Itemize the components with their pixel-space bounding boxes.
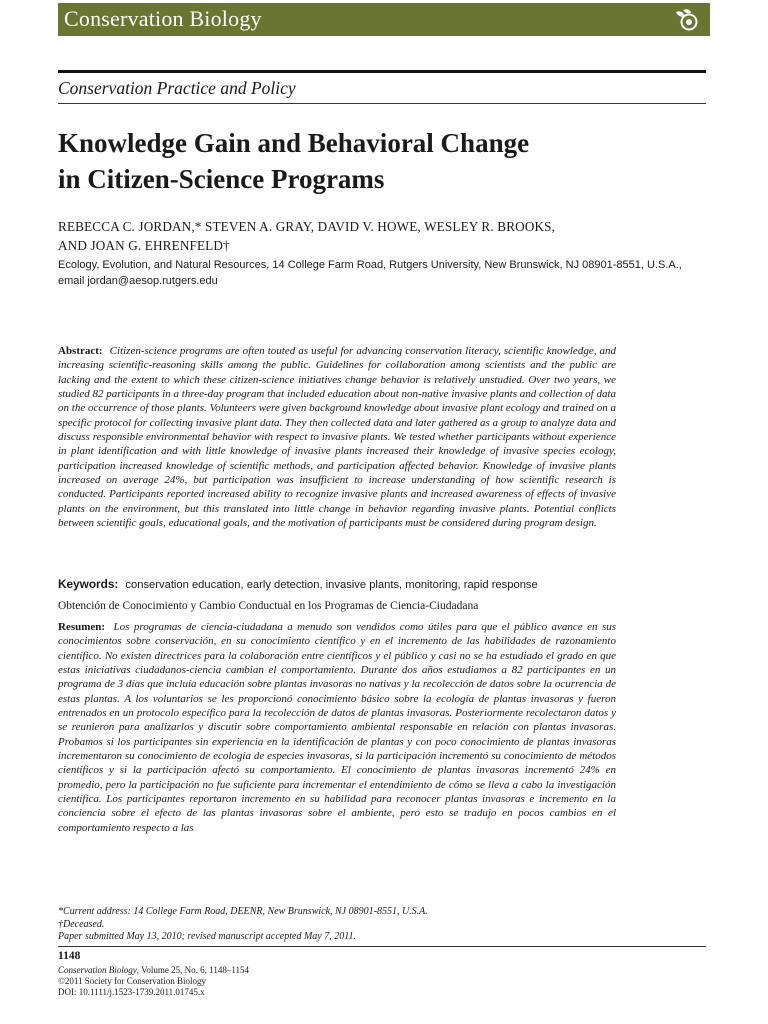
journal-banner: [58, 3, 710, 36]
abstract-text: Citizen-science programs are often touted as useful for advancing conservation literacy, scientific knowledge, and increasing scientific-reasoning skills among the public. Guidelines for collaboration among scientists and the public are lacking and the extent to which these citizen-science initiatives change behavior is relatively unstudied. Over two years, we studied 82 participants in a three-day program that included education about non-native invasive plants and collection of data on the occurrence of those plants. Volunteers were given background knowledge about invasive plant ecology and trained on a specific protocol for collecting invasive plant data. They then collected data and later gathered as a group to analyze data and discuss responsible environmental behavior with respect to invasive plants. We tested whether participants without experience in plant identification and with little knowledge of invasive plants increased their knowledge of invasive species ecology, participation increased knowledge of scientific methods, and participation affected behavior. Knowledge of invasive plants increased on average 24%, but participation was insufficient to increase understanding of how scientific research is conducted. Participants reported increased ability to recognize invasive plants and increased awareness of effects of invasive plants on the environment, but this translated into little change in behavior regarding invasive plants. Potential conflicts between scientific goals, educational goals, and the motivation of participants must be considered during program design.: [58, 345, 617, 530]
authors-line-1: REBECCA C. JORDAN,* STEVEN A. GRAY, DAVID V. HOWE, WESLEY R. BROOKS,: [58, 219, 556, 234]
footnote-submission-dates: Paper submitted May 13, 2010; revised manuscript accepted May 7, 2011.: [58, 931, 356, 942]
page-number: 1148: [58, 950, 81, 962]
resumen-text: Los programas de ciencia-ciudadana a menudo son vendidos como útiles para que el público avance en sus conocimientos sobre conservación, en su conocimiento científico y en el incremento de las habilidades de razonamiento científico. No existen directrices para la colaboración entre científicos y el público y casi no se ha estudiado el grado en que estas iniciativas ciudadanos-ciencia cambian el comportamiento. Durante dos años estudiamos a 82 participantes en un programa de 3 días que incluía educación sobre plantas invasoras no nativas y la recolección de datos sobre la ocurrencia de estas plantas. A los voluntarios se les proporcionó conocimiento básico sobre la ecología de plantas invasoras y fueron entrenados en un protocolo específico para la recolección de datos de plantas invasoras. Posteriormente recolectaron datos y se reunieron para analizarlos y discutir sobre comportamiento ambiental responsable en relación con plantas invasoras. Probamos si los participantes sin experiencia en la identificación de plantas y con poco conocimiento de plantas invasoras incrementaron su conocimiento de ecología de especies invasoras, si la participación incrementó su conocimiento de métodos científicos y si la participación afectó su comportamiento. El conocimiento de plantas invasoras incrementó 24% en promedio, pero la participación no fue suficiente para incrementar el entendimiento de cómo se lleva a cabo la investigación científica. Los participantes reportaron incremento en su habilidad para reconocer plantas invasoras e incremento en la conciencia sobre el efecto de las plantas invasoras sobre el ambiente, pero esto se tradujo en pocos cambios en el comportamiento respecto a las: [58, 621, 616, 834]
keywords: [58, 577, 538, 591]
copyright: ©2011 Society for Conservation Biology: [58, 976, 206, 987]
abstract-label: Abstract:: [58, 345, 103, 357]
footnote-deceased: †Deceased.: [58, 918, 105, 930]
journal-name: Conservation Biology: [64, 6, 262, 31]
affiliation: [58, 258, 682, 289]
citation-volume: , Volume 25, No. 6, 1148–1154: [136, 965, 250, 975]
abstract: [58, 344, 616, 530]
resumen-label: Resumen:: [58, 621, 106, 633]
section-rule: [58, 103, 706, 104]
article-title: [58, 125, 529, 197]
footnote-current-address: *Current address: 14 College Farm Road, DEENR, New Brunswick, NJ 08901-8551, U.S.A.: [58, 906, 428, 917]
keywords-label: Keywords:: [58, 577, 119, 591]
affiliation-line-1: Ecology, Evolution, and Natural Resources, 14 College Farm Road, Rutgers University, New Brunswick, NJ 08901-8551, U.S.A.,: [58, 259, 682, 271]
footer-rule: [58, 946, 706, 947]
resumen: [58, 620, 616, 835]
keywords-text: conservation education, early detection, invasive plants, monitoring, rapid response: [125, 579, 538, 591]
spanish-title: Obtención de Conocimiento y Cambio Conductual en los Programas de Ciencia-Ciudadana: [58, 600, 479, 612]
author-list: [58, 217, 555, 255]
affiliation-line-2: email jordan@aesop.rutgers.edu: [58, 274, 218, 287]
citation-block: [58, 965, 249, 999]
citation-journal: Conservation Biology: [58, 965, 137, 975]
title-line-1: Knowledge Gain and Behavioral Change: [58, 128, 530, 158]
title-line-2: in Citizen-Science Programs: [58, 164, 385, 194]
footnotes: [58, 906, 428, 944]
header-rule: [58, 70, 706, 73]
citation-line: [58, 965, 249, 976]
doi: DOI: 10.1111/j.1523-1739.2011.01745.x: [58, 987, 205, 998]
authors-line-2: AND JOAN G. EHRENFELD†: [58, 238, 230, 253]
leaf-circle-icon: [674, 8, 700, 32]
section-heading: Conservation Practice and Policy: [58, 78, 296, 98]
